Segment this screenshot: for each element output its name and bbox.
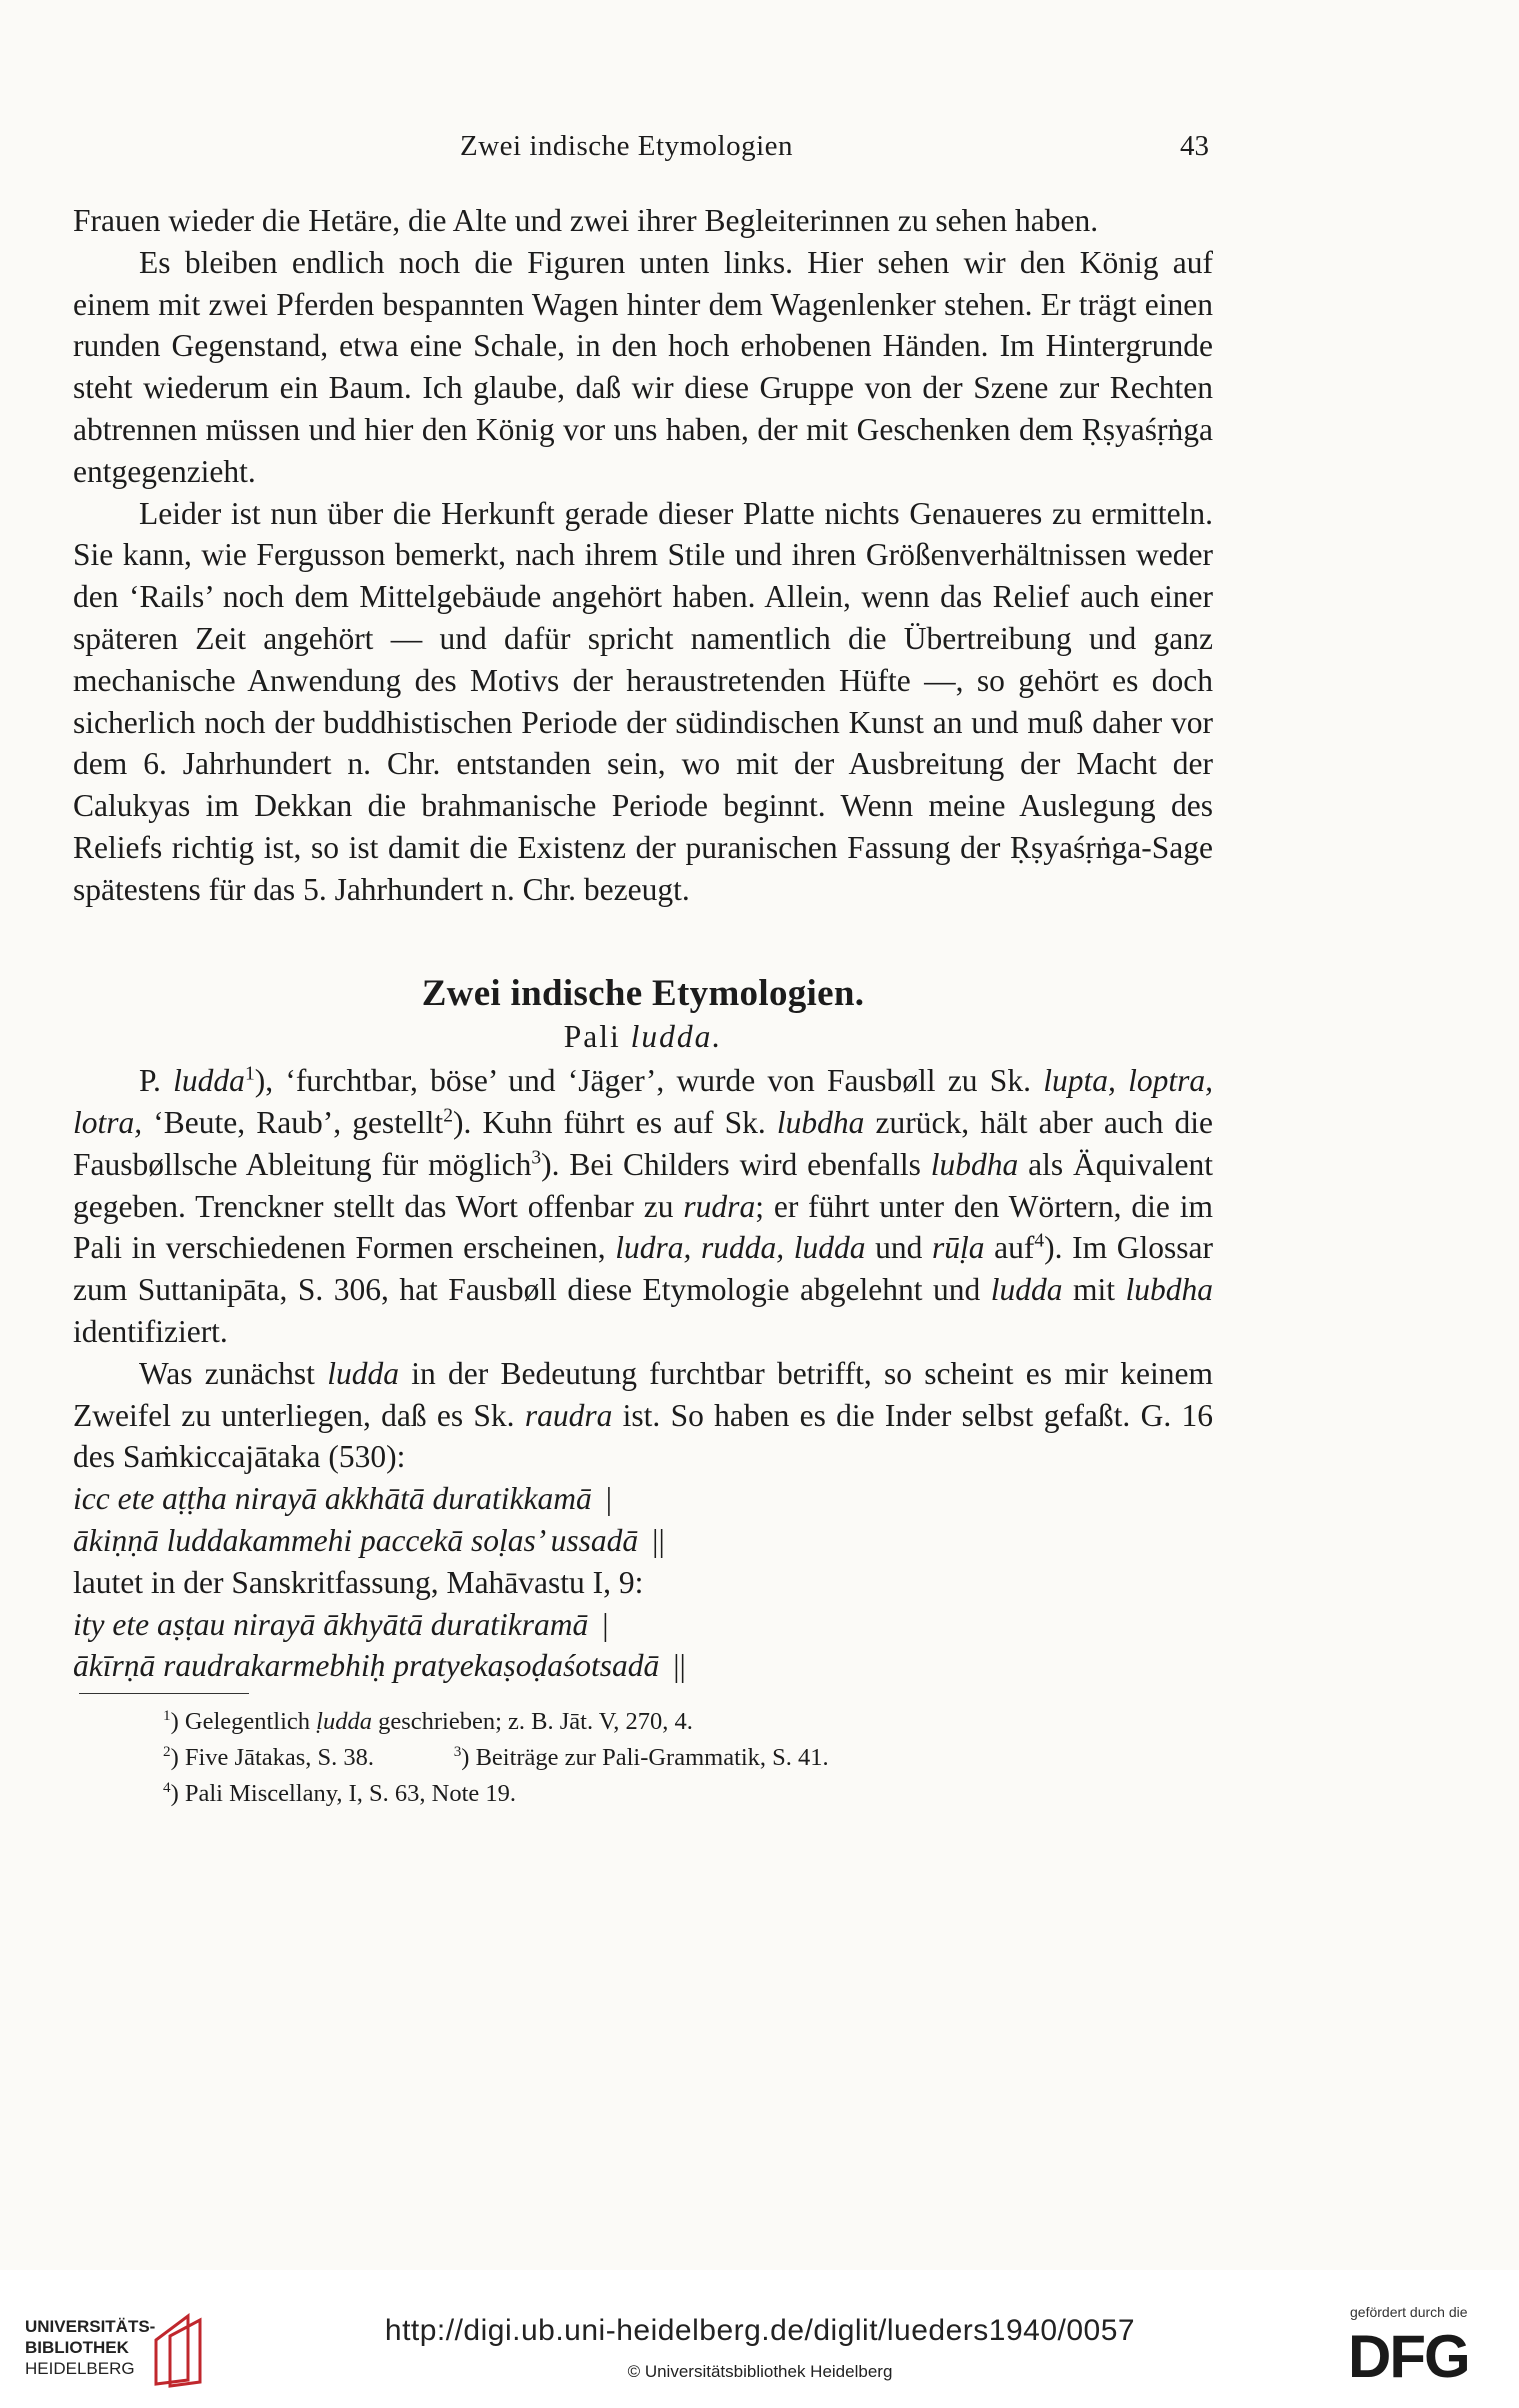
paragraphs-section [73,1060,1213,1478]
paragraph-p2: Es bleiben endlich noch die Figuren unten links. Hier sehen wir den König auf einem mit zwei Pferden bespannten Wagen hinter dem Wagenlenker stehen. Er trägt einen runden Gegenstand, etwa eine Schale, in den hoch erhobenen Händen. Im Hintergrunde steht wiederum ein Baum. Ich glaube, daß wir diese Gruppe von der Szene zur Rechten abtrennen müssen und hier den König vor uns haben, der mit Geschenken dem Ṛṣyaśṛṅga entgegenzieht. [73,244,1213,489]
digitization-footer [0,2290,1519,2408]
library-name [25,2316,155,2379]
library-line-2: BIBLIOTHEK [25,2338,129,2357]
section-title: Zwei indische Etymologien. [421,972,865,1014]
verse-block-pali [73,1478,1213,1562]
verse-block-sanskrit [73,1604,1213,1688]
bridge-line: lautet in der Sanskritfassung, Mahāvastu I, 9: [73,1564,644,1600]
footnotes [163,1704,1213,1812]
verse-text: ākiṇṇā luddakammehi paccekā soḷas’ ussadā [73,1522,639,1558]
verse-bar: || [673,1648,686,1684]
paragraph-p1: Frauen wieder die Hetäre, die Alte und zwei ihrer Begleiterinnen zu sehen haben. [73,203,1099,238]
paragraphs-before-section [73,200,1213,911]
verse-text: ity ete aṣṭau nirayā ākhyātā duratikramā [73,1606,589,1642]
footnote: $^4$) Pali Miscellany, I, S. 63, Note 19. [163,1778,517,1808]
verse-bar: | [602,1606,609,1642]
running-title: Zwei indische Etymologien [460,130,794,162]
paragraph-p4: P. ludda$^1$), ‘furchtbar, böse’ und ‘Jäger’, wurde von Fausbøll zu Sk. lupta, loptra, lotra, ‘Beute, Raub’, gestellt$^2$). Kuhn führt es auf Sk. lubdha zurück, hält aber auch die Fausbøllsche Ableitung für möglich$^3$). Bei Childers wird ebenfalls lubdha als Äquivalent gegeben. Trenckner stellt das Wort offenbar zu rudra; er führt unter den Wörtern, die im Pali in verschiedenen Formen erscheinen, ludra, rudda, ludda und rūḷa auf$^4$). Im Glossar zum Suttanipāta, S. 306, hat Fausbøll diese Etymologie abgelehnt und ludda mit lubdha identifiziert. [73,1063,1213,1349]
footnote: $^1$) Gelegentlich ḷudda geschrieben; z. B. Jāt. V, 270, 4. [163,1706,693,1736]
library-logo-icon [148,2310,218,2390]
permalink-url[interactable]: http://digi.ub.uni-heidelberg.de/diglit/lueders1940/0057 [384,2314,1136,2347]
footnote: $^2$) Five Jātakas, S. 38. $^3$) Beiträge zur Pali-Grammatik, S. 41. [163,1742,829,1772]
paragraph-p5: Was zunächst ludda in der Bedeutung furchtbar betrifft, so scheint es mir keinem Zweifel zu unterliegen, daß es Sk. raudra ist. So haben es die Inder selbst gefaßt. G. 16 des Saṁkiccajātaka (530): [73,1355,1214,1475]
verse-bar: || [652,1522,665,1558]
verse-line [73,1604,1213,1646]
library-line-1: UNIVERSITÄTS- [25,2317,156,2336]
verse-line [73,1520,1213,1562]
page-number: 43 [1180,130,1209,162]
copyright-notice: © Universitätsbibliothek Heidelberg [627,2362,893,2381]
body-text [73,200,1213,1812]
library-line-3: HEIDELBERG [25,2359,135,2378]
footnote-rule [79,1693,249,1694]
verse-bar: | [605,1481,613,1517]
verse-line [73,1645,1213,1687]
verse-text: ākīrṇā raudrakarmebhiḥ pratyekaṣoḍaśotsadā [73,1648,660,1684]
funded-by-label: gefördert durch die [1350,2304,1468,2320]
subsection-title: Pali ludda. [563,1019,723,1055]
verse-line [73,1478,1213,1520]
verse-text: icc ete aṭṭha nirayā akkhātā duratikkamā [73,1481,592,1517]
dfg-logo: DFG [1348,2323,1469,2390]
paragraph-p3: Leider ist nun über die Herkunft gerade dieser Platte nichts Genaueres zu ermitteln. Sie kann, wie Fergusson bemerkt, nach ihrem Stile und ihren Größenverhältnissen weder den ‘Rails’ noch dem Mittelgebäude angehört haben. Allein, wenn das Relief auch einer späteren Zeit angehört — und dafür spricht namentlich die Übertreibung und ganz mechanische Anwendung des Motivs der heraustretenden Hüfte —, so gehört es doch sicherlich noch der buddhistischen Periode der südindischen Kunst an und muß daher vor dem 6. Jahrhundert n. Chr. entstanden sein, wo mit der Ausbreitung der Macht der Calukyas im Dekkan die brahmanische Periode beginnt. Wenn meine Auslegung des Reliefs richtig ist, so ist damit die Existenz der puranischen Fassung der Ṛṣyaśṛṅga-Sage spätestens für das 5. Jahrhundert n. Chr. bezeugt. [73,495,1213,907]
